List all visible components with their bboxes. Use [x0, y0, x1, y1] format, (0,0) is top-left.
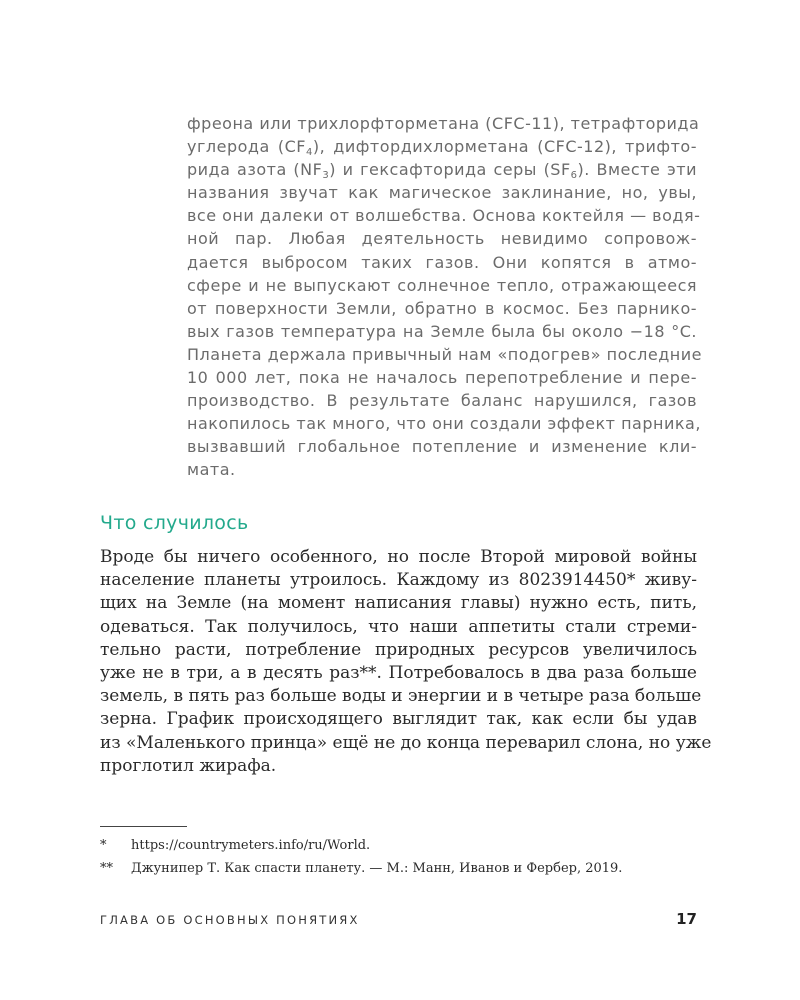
- body-paragraph: [100, 546, 712, 778]
- body-line: население планеты утроилось. Каждому из 8023914450* живу-: [100, 570, 697, 591]
- body-line: проглотил жирафа.: [100, 755, 277, 776]
- aside-line: производство. В результате баланс нарушился, газов: [187, 391, 697, 411]
- aside-paragraph: [187, 112, 702, 482]
- body-line: уже не в три, а в десять раз**. Потребовалось в два раза больше: [100, 662, 697, 683]
- page-number: 17: [676, 910, 697, 928]
- aside-line: 10 000 лет, пока не началось перепотребление и пере-: [187, 368, 697, 388]
- footnote-mark: **: [100, 861, 113, 876]
- body-line: зерна. График происходящего выглядит так, как если бы удав: [100, 709, 697, 730]
- footnote-mark: *: [100, 838, 107, 853]
- running-footer-chapter: ГЛАВА ОБ ОСНОВНЫХ ПОНЯТИЯХ: [100, 913, 360, 927]
- aside-line: ной пар. Любая деятельность невидимо сопровож-: [187, 229, 697, 249]
- aside-line: сфере и не выпускают солнечное тепло, отражающееся: [187, 275, 697, 295]
- aside-line: дается выбросом таких газов. Они копятся в атмо-: [187, 252, 697, 272]
- body-line: Вроде бы ничего особенного, но после Второй мировой войны: [100, 547, 697, 567]
- body-line: щих на Земле (на момент написания главы) нужно есть, пить,: [100, 593, 697, 614]
- body-line: земель, в пять раз больше воды и энергии и в четыре раза больше: [100, 686, 702, 707]
- aside-line: вых газов температура на Земле была бы около −18 °С.: [187, 321, 697, 341]
- aside-line: от поверхности Земли, обратно в космос. Без парнико-: [187, 298, 697, 318]
- body-line: из «Маленького принца» ещё не до конца переварил слона, но уже: [100, 732, 712, 753]
- footnote-1: [100, 838, 370, 853]
- aside-line: мата.: [187, 460, 236, 480]
- footnote-text: Джунипер Т. Как спасти планету. — М.: Манн, Иванов и Фербер, 2019.: [131, 861, 623, 876]
- aside-line: накопилось так много, что они создали эффект парника,: [187, 414, 701, 434]
- footnote-divider: [100, 826, 187, 827]
- aside-line: фреона или трихлорфторметана (CFC-11), тетрафторида: [187, 114, 700, 133]
- aside-line: названия звучат как магическое заклинание, но, увы,: [187, 183, 697, 203]
- body-line: одеваться. Так получилось, что наши аппетиты стали стреми-: [100, 616, 697, 637]
- body-line: тельно расти, потребление природных ресурсов увеличилось: [100, 639, 697, 660]
- section-heading: Что случилось: [100, 512, 249, 534]
- aside-line: все они далеки от волшебства. Основа коктейля — водя-: [187, 206, 701, 226]
- footnote-2: [100, 861, 622, 876]
- footnote-link[interactable]: https://countrymeters.info/ru/World.: [131, 838, 371, 853]
- aside-line: вызвавший глобальное потепление и изменение кли-: [187, 437, 697, 457]
- aside-line: Планета держала привычный нам «подогрев» последние: [187, 344, 702, 364]
- aside-line: рида азота $(NF_3)$ и гексафторида серы $(SF_6)$. Вместе эти: [187, 160, 697, 182]
- aside-line: углерода $(CF_4)$, дифтордихлорметана (CFC-12), трифто-: [187, 137, 697, 159]
